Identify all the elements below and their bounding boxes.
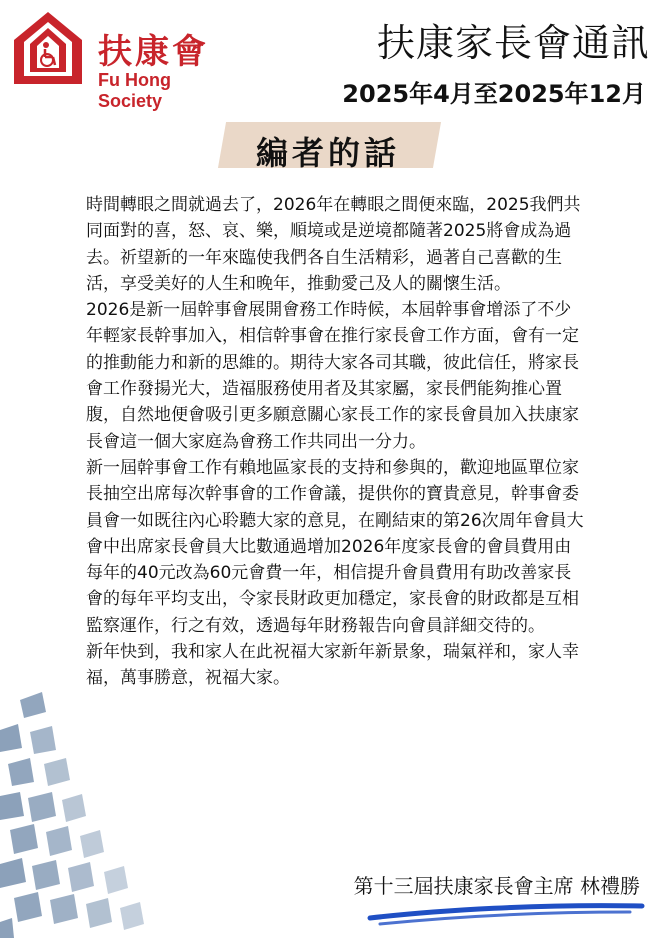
house-wheelchair-logo-icon xyxy=(12,10,84,85)
section-heading: 編者的話 xyxy=(256,134,401,172)
section-heading-banner xyxy=(222,118,444,174)
signature: 第十三屆扶康家長會主席 林禮勝 xyxy=(353,874,640,898)
logo-english-name: Fu Hong Society xyxy=(98,70,171,111)
issue-period: 2025年4月至2025年12月 xyxy=(342,80,646,108)
signature-underline xyxy=(360,896,650,932)
paragraph: 新一屆幹事會工作有賴地區家長的支持和參與的，歡迎地區單位家長抽空出席每次幹事會的工作會議，提供你的寶貴意見，幹事會委員會一如既往內心聆聽大家的意見，在剛結束的第26次周年會員大會中出席家長會員大比數通過增加2026年度家長會的會員費用由每年的40元改為60元會費一年，相信提升會員費用有助改善家長會的每年平均支出，令家長財政更加穩定，家長會的財政都是互相監察運作，行之有效，透過每年財務報告向會員詳細交待的。 xyxy=(86,457,584,636)
newsletter-title: 扶康家長會通訊 xyxy=(376,21,650,65)
paragraph: 時間轉眼之間就過去了，2026年在轉眼之間便來臨，2025我們共同面對的喜，怒、哀、樂，順境或是逆境都隨著2025將會成為過去。祈望新的一年來臨使我們各自生活精彩，過著自己喜歡的生活，享受美好的人生和晚年，推動愛己及人的關懷生活。 xyxy=(86,195,581,294)
logo-chinese-name: 扶康會 xyxy=(98,32,209,72)
paragraph: 新年快到，我和家人在此祝福大家新年新景象，瑞氣祥和，家人幸福，萬事勝意，祝福大家。 xyxy=(86,642,579,689)
editor-message xyxy=(86,192,586,692)
paragraph: 2026是新一屆幹事會展開會務工作時候，本屆幹事會增添了不少年輕家長幹事加入，相信幹事會在推行家長會工作方面，會有一定的推動能力和新的思維的。期待大家各司其職，彼此信任，將家長會工作發揚光大，造福服務使用者及其家屬，家長們能夠推心置腹，自然地便會吸引更多願意關心家長工作的家長會員加入扶康家長會這一個大家庭為會務工作共同出一分力。 xyxy=(86,300,579,452)
decorative-mosaic xyxy=(0,660,200,938)
fu-hong-logo xyxy=(12,10,232,111)
